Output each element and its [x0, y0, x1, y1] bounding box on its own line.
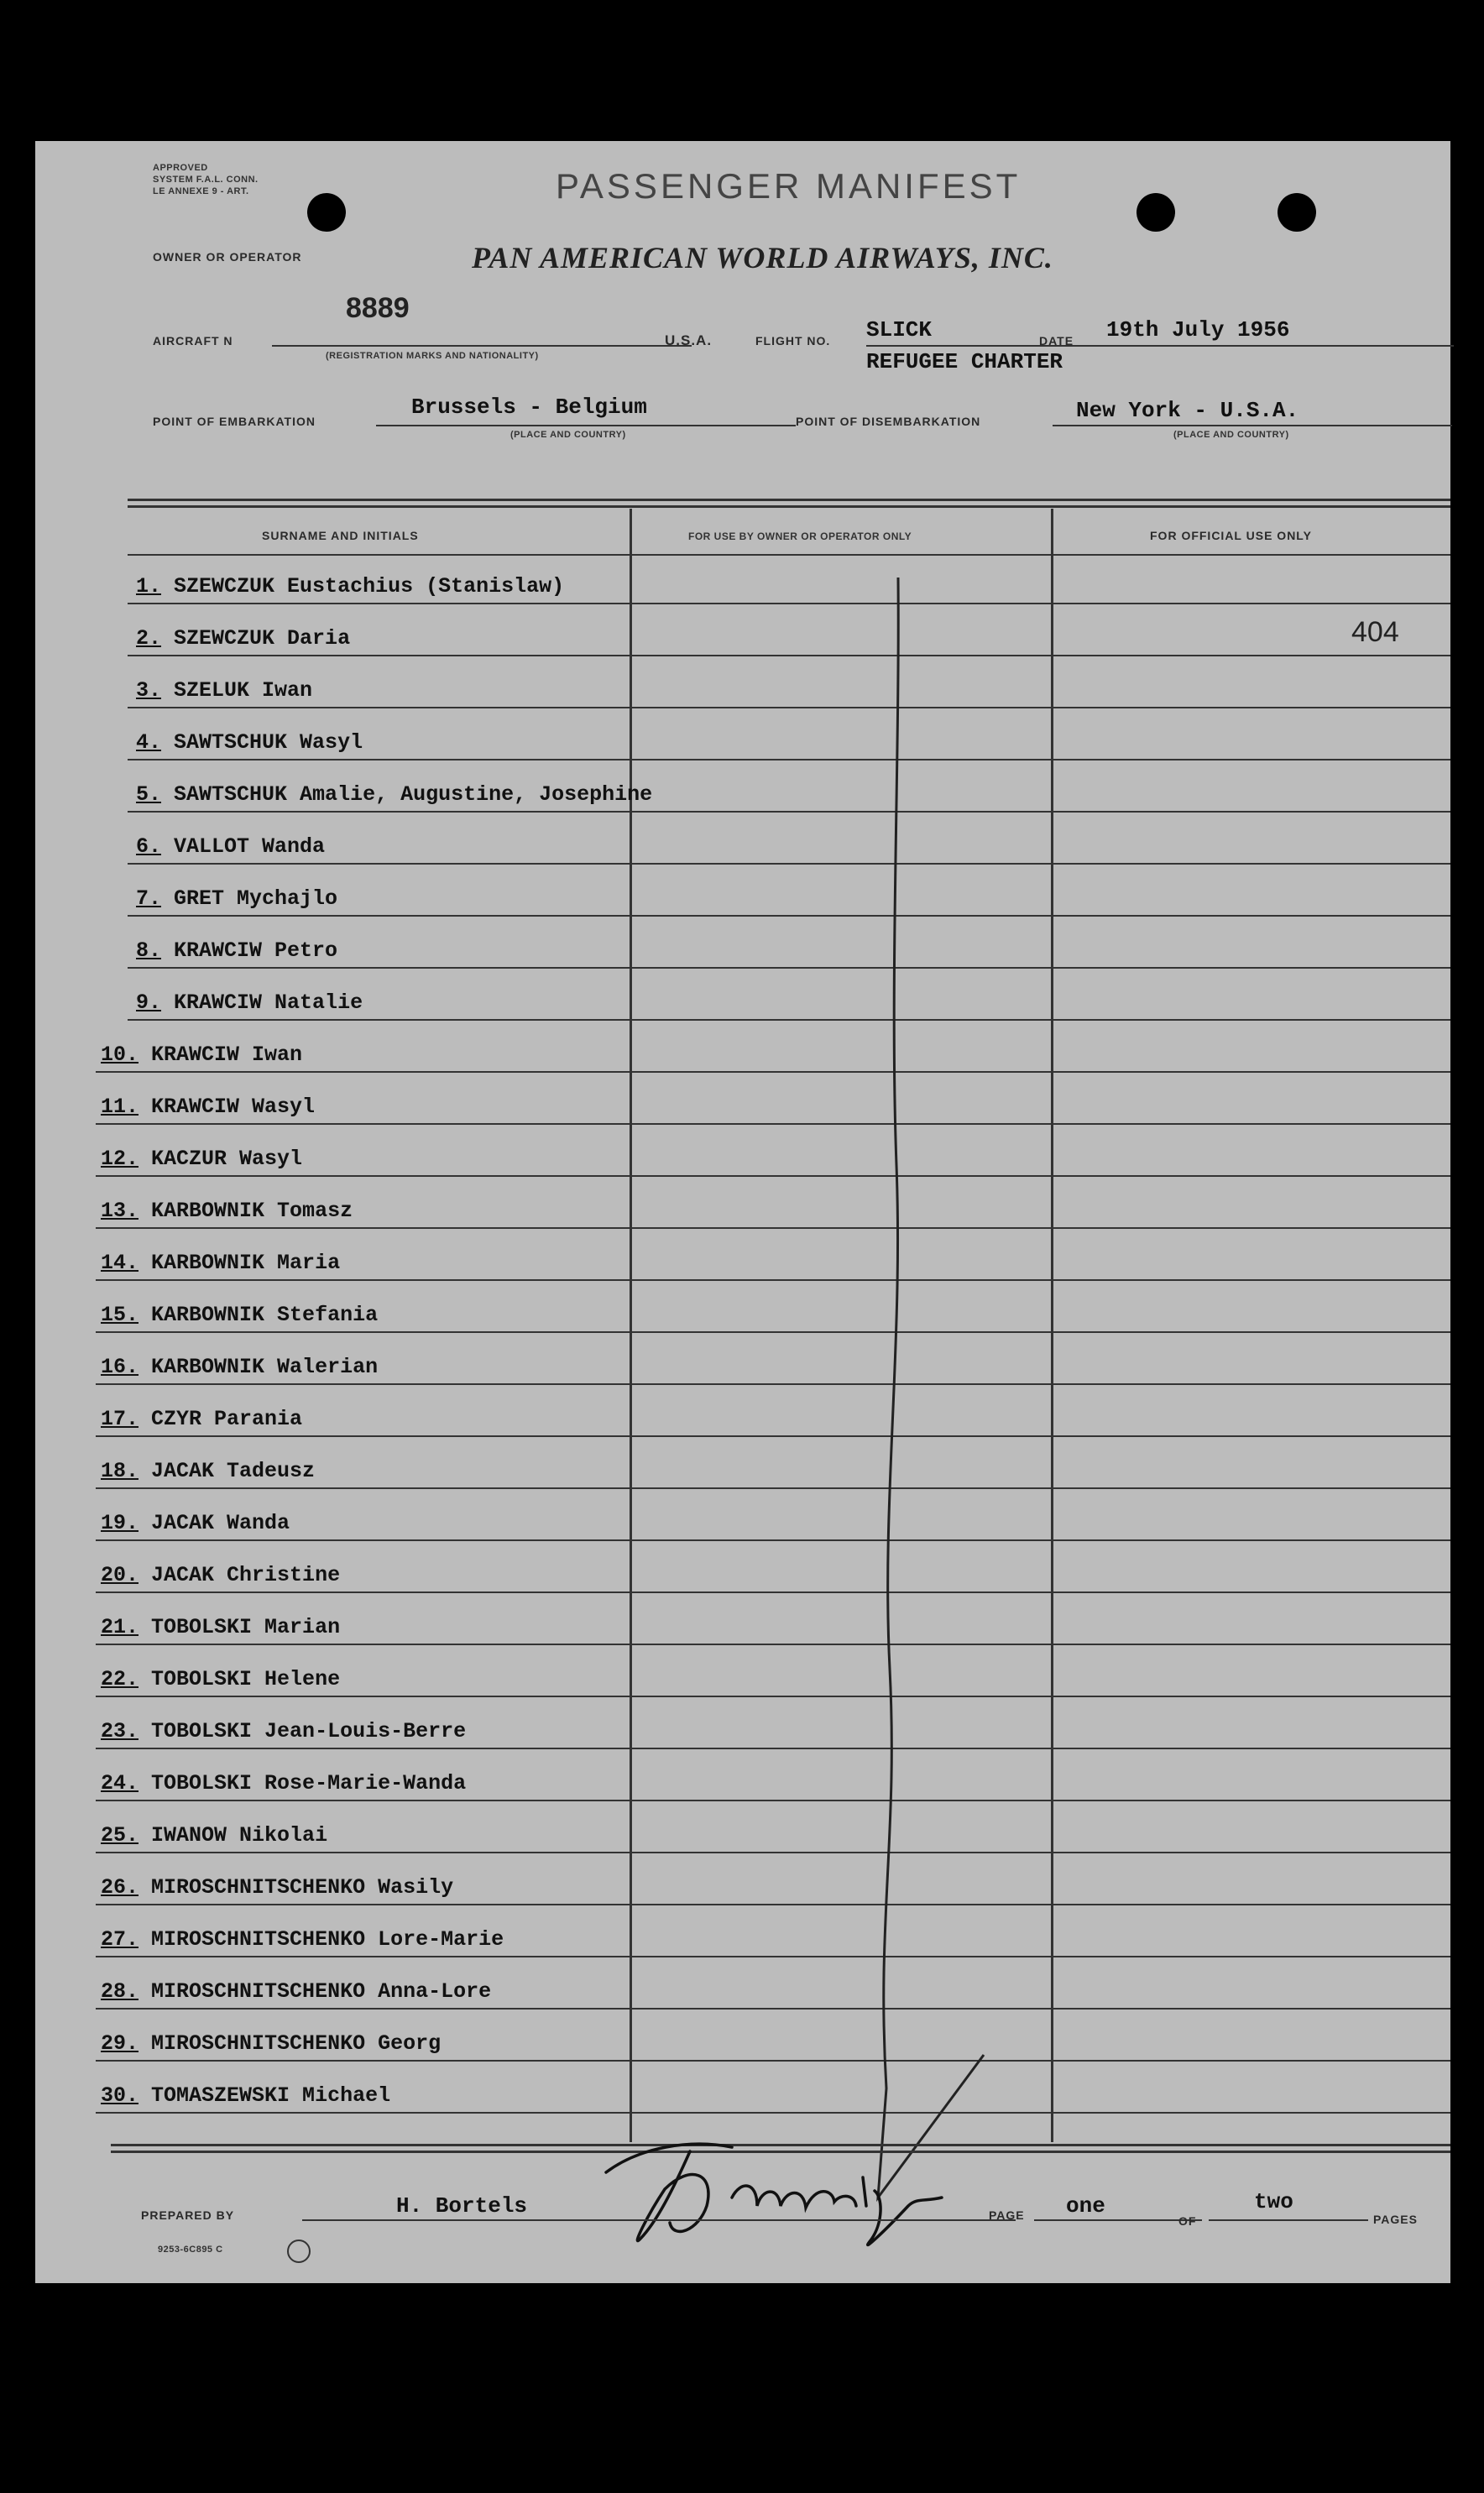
passenger-row-21: [101, 1615, 340, 1639]
passenger-row-6: [136, 834, 325, 859]
row-rule: [96, 1539, 1450, 1541]
row-number: 14.: [101, 1251, 139, 1275]
row-rule: [128, 863, 1450, 865]
passenger-name: GRET Mychajlo: [174, 886, 338, 911]
row-number: 28.: [101, 1979, 139, 2004]
form-code: 9253-6C895 C: [158, 2245, 223, 2255]
row-rule: [96, 1696, 1450, 1697]
row-number: 4.: [136, 730, 162, 755]
passenger-row-4: [136, 730, 363, 755]
passenger-row-2: [136, 626, 350, 651]
passenger-name: KRAWCIW Petro: [174, 938, 338, 963]
row-rule: [96, 1227, 1450, 1229]
row-number: 21.: [101, 1615, 139, 1639]
row-number: 30.: [101, 2083, 139, 2108]
row-rule: [96, 1748, 1450, 1749]
row-rule: [128, 811, 1450, 813]
row-number: 23.: [101, 1719, 139, 1743]
passenger-name: SAWTSCHUK Wasyl: [174, 730, 363, 755]
row-rule: [96, 1383, 1450, 1385]
date-label: DATE: [1039, 334, 1074, 348]
passenger-name: IWANOW Nikolai: [151, 1823, 328, 1848]
passenger-name: KARBOWNIK Walerian: [151, 1355, 379, 1379]
passenger-row-18: [101, 1459, 315, 1483]
passenger-row-20: [101, 1563, 340, 1587]
column-header-operator: FOR USE BY OWNER OR OPERATOR ONLY: [688, 530, 912, 542]
signature: [589, 2114, 1009, 2256]
official-note: 404: [1351, 616, 1399, 648]
row-rule: [96, 2060, 1450, 2062]
row-number: 27.: [101, 1927, 139, 1952]
row-number: 7.: [136, 886, 162, 911]
passenger-row-1: [136, 574, 564, 598]
passenger-row-17: [101, 1407, 302, 1431]
passenger-row-7: [136, 886, 337, 911]
passenger-row-8: [136, 938, 337, 963]
row-rule: [128, 655, 1450, 656]
row-number: 3.: [136, 678, 162, 703]
passenger-row-27: [101, 1927, 504, 1952]
row-number: 17.: [101, 1407, 139, 1431]
passenger-row-29: [101, 2031, 441, 2056]
row-number: 25.: [101, 1823, 139, 1848]
of-label: OF: [1178, 2214, 1197, 2228]
passenger-name: MIROSCHNITSCHENKO Lore-Marie: [151, 1927, 504, 1952]
column-header-official: FOR OFFICIAL USE ONLY: [1150, 529, 1312, 542]
passenger-name: SAWTSCHUK Amalie, Augustine, Josephine: [174, 782, 653, 807]
passenger-name: JACAK Tadeusz: [151, 1459, 316, 1483]
pen-stroke: [791, 578, 1009, 2240]
passenger-name: TOBOLSKI Rose-Marie-Wanda: [151, 1771, 467, 1795]
row-rule: [96, 1123, 1450, 1125]
passenger-name: TOBOLSKI Helene: [151, 1667, 341, 1691]
flight-label: FLIGHT NO.: [755, 334, 831, 348]
row-number: 11.: [101, 1095, 139, 1119]
row-rule: [96, 1644, 1450, 1645]
passenger-row-5: [136, 782, 652, 807]
date-value: 19th July 1956: [1106, 317, 1290, 342]
page-label: PAGE: [989, 2208, 1025, 2222]
passenger-name: TOBOLSKI Jean-Louis-Berre: [151, 1719, 467, 1743]
passenger-name: KRAWCIW Natalie: [174, 990, 363, 1015]
passenger-name: TOMASZEWSKI Michael: [151, 2083, 391, 2108]
manifest-sheet: [35, 141, 1450, 2283]
row-rule: [96, 1071, 1450, 1073]
row-number: 15.: [101, 1303, 139, 1327]
row-rule: [96, 1956, 1450, 1957]
passenger-row-24: [101, 1771, 466, 1795]
passenger-row-16: [101, 1355, 378, 1379]
approved-line-1: APPROVED: [153, 163, 208, 173]
row-number: 24.: [101, 1771, 139, 1795]
row-number: 6.: [136, 834, 162, 859]
embarkation-label: POINT OF EMBARKATION: [153, 415, 316, 428]
owner-value: PAN AMERICAN WORLD AIRWAYS, INC.: [472, 241, 1053, 274]
registration-caption: (REGISTRATION MARKS AND NATIONALITY): [326, 351, 539, 361]
row-rule: [96, 2008, 1450, 2010]
passenger-name: SZELUK Iwan: [174, 678, 313, 703]
union-bug-icon: [287, 2240, 311, 2263]
row-rule: [128, 1019, 1450, 1021]
passenger-name: TOBOLSKI Marian: [151, 1615, 341, 1639]
embarkation-value: Brussels - Belgium: [411, 395, 647, 420]
row-number: 19.: [101, 1511, 139, 1535]
passenger-name: SZEWCZUK Daria: [174, 626, 351, 651]
passenger-name: KARBOWNIK Maria: [151, 1251, 341, 1275]
passenger-name: KRAWCIW Iwan: [151, 1043, 303, 1067]
disembarkation-caption: (PLACE AND COUNTRY): [1173, 430, 1289, 440]
nationality-label: U.S.A.: [665, 332, 713, 348]
passenger-row-3: [136, 678, 312, 703]
row-rule: [96, 1591, 1450, 1593]
passenger-row-14: [101, 1251, 340, 1275]
aircraft-label: AIRCRAFT N: [153, 334, 233, 348]
passenger-row-9: [136, 990, 363, 1015]
row-rule: [96, 1175, 1450, 1177]
approved-line-3: LE ANNEXE 9 - ART.: [153, 186, 249, 196]
row-number: 13.: [101, 1199, 139, 1223]
approved-line-2: SYSTEM F.A.L. CONN.: [153, 175, 259, 185]
row-rule: [96, 1435, 1450, 1437]
punch-hole-right-1: [1137, 193, 1175, 232]
page-value: one: [1066, 2193, 1105, 2219]
passenger-name: JACAK Wanda: [151, 1511, 290, 1535]
row-number: 5.: [136, 782, 162, 807]
punch-hole-left: [307, 193, 346, 232]
row-rule: [96, 1279, 1450, 1281]
row-number: 1.: [136, 574, 162, 598]
disembarkation-value: New York - U.S.A.: [1076, 398, 1299, 423]
row-number: 10.: [101, 1043, 139, 1067]
row-number: 12.: [101, 1147, 139, 1171]
embarkation-caption: (PLACE AND COUNTRY): [510, 430, 626, 440]
passenger-name: KRAWCIW Wasyl: [151, 1095, 316, 1119]
passenger-name: KARBOWNIK Stefania: [151, 1303, 379, 1327]
row-rule: [128, 603, 1450, 604]
passenger-name: VALLOT Wanda: [174, 834, 326, 859]
passenger-name: KACZUR Wasyl: [151, 1147, 303, 1171]
row-number: 29.: [101, 2031, 139, 2056]
row-rule: [128, 707, 1450, 708]
aircraft-value: 8889: [346, 292, 410, 324]
passenger-row-15: [101, 1303, 378, 1327]
prepared-value: H. Bortels: [396, 2193, 528, 2219]
prepared-label: PREPARED BY: [141, 2208, 235, 2222]
punch-hole-right-2: [1278, 193, 1316, 232]
flight-value-2: REFUGEE CHARTER: [866, 349, 1063, 374]
column-header-name: SURNAME AND INITIALS: [262, 529, 419, 542]
row-number: 18.: [101, 1459, 139, 1483]
row-rule: [96, 1487, 1450, 1489]
row-rule: [96, 1331, 1450, 1333]
row-number: 26.: [101, 1875, 139, 1900]
passenger-row-25: [101, 1823, 327, 1848]
passenger-name: KARBOWNIK Tomasz: [151, 1199, 353, 1223]
passenger-name: MIROSCHNITSCHENKO Anna-Lore: [151, 1979, 492, 2004]
passenger-name: SZEWCZUK Eustachius (Stanislaw): [174, 574, 565, 598]
flight-value: SLICK: [866, 317, 933, 342]
passenger-row-10: [101, 1043, 302, 1067]
passenger-row-30: [101, 2083, 390, 2108]
passenger-row-19: [101, 1511, 290, 1535]
pages-label: PAGES: [1373, 2213, 1418, 2226]
passenger-name: CZYR Parania: [151, 1407, 303, 1431]
owner-label: OWNER OR OPERATOR: [153, 250, 302, 264]
row-rule: [128, 915, 1450, 917]
row-number: 8.: [136, 938, 162, 963]
row-rule: [96, 1800, 1450, 1801]
row-rule: [96, 1904, 1450, 1905]
row-number: 22.: [101, 1667, 139, 1691]
row-rule: [128, 759, 1450, 760]
passenger-name: MIROSCHNITSCHENKO Wasily: [151, 1875, 454, 1900]
passenger-name: JACAK Christine: [151, 1563, 341, 1587]
row-number: 2.: [136, 626, 162, 651]
passenger-row-28: [101, 1979, 491, 2004]
row-rule: [128, 967, 1450, 969]
passenger-row-11: [101, 1095, 315, 1119]
passenger-row-13: [101, 1199, 353, 1223]
disembarkation-label: POINT OF DISEMBARKATION: [796, 415, 981, 428]
row-number: 20.: [101, 1563, 139, 1587]
passenger-name: MIROSCHNITSCHENKO Georg: [151, 2031, 442, 2056]
of-value: two: [1254, 2189, 1293, 2214]
row-number: 16.: [101, 1355, 139, 1379]
passenger-row-22: [101, 1667, 340, 1691]
passenger-row-12: [101, 1147, 302, 1171]
row-number: 9.: [136, 990, 162, 1015]
passenger-row-26: [101, 1875, 453, 1900]
passenger-row-23: [101, 1719, 466, 1743]
row-rule: [96, 1852, 1450, 1853]
page-title: PASSENGER MANIFEST: [556, 166, 1022, 206]
